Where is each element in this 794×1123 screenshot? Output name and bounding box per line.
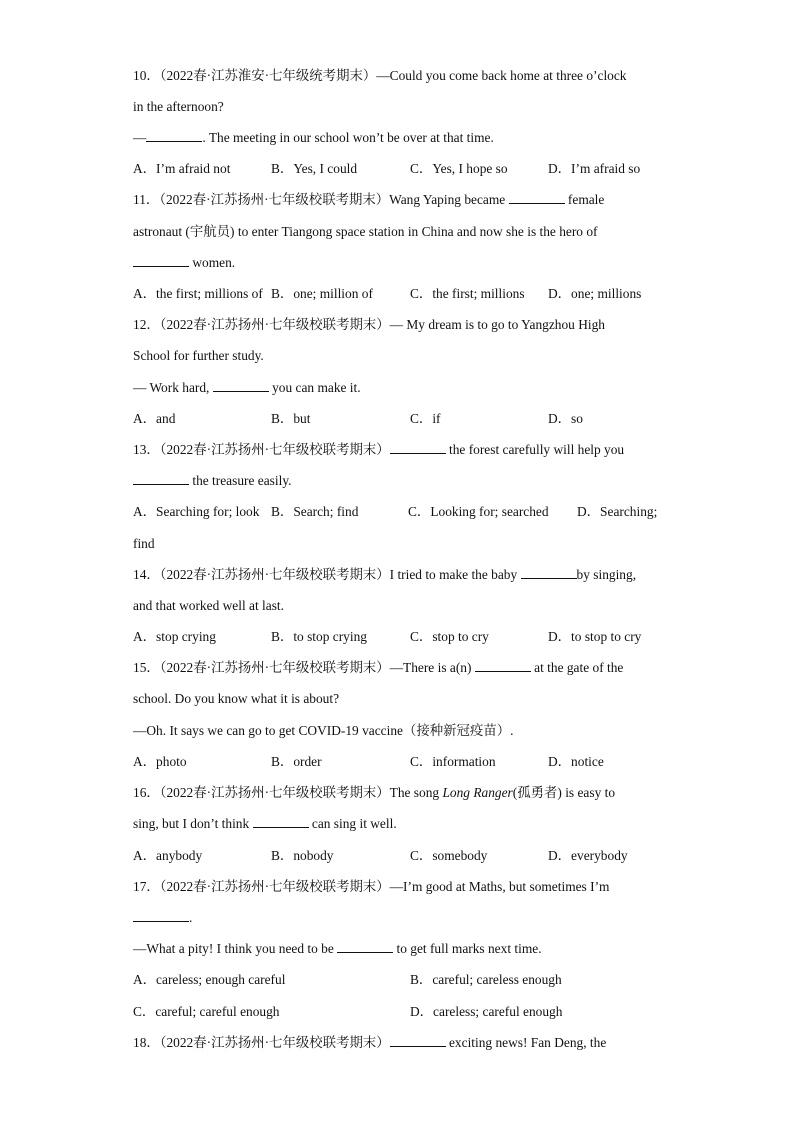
- q11-option-b[interactable]: B．one; million of: [271, 286, 373, 301]
- q12-line-3: — Work hard, you can make it.: [133, 380, 361, 395]
- q17-options-row-2: [133, 1003, 663, 1021]
- q13-line-1: 13．（2022春·江苏扬州·七年级校联考期末） the forest carefully will help you: [133, 442, 625, 457]
- answer-blank[interactable]: [213, 379, 269, 392]
- q13-options: [133, 503, 663, 521]
- q15-option-b[interactable]: B．order: [271, 754, 322, 769]
- q16-option-b[interactable]: B．nobody: [271, 848, 334, 863]
- answer-blank[interactable]: [133, 254, 189, 267]
- q15-options: [133, 753, 663, 771]
- q11-line-3: women.: [133, 254, 235, 272]
- q16-option-a[interactable]: A．anybody: [133, 848, 203, 863]
- q11-line-2: astronaut (宇航员) to enter Tiangong space station in China and now she is the hero of: [133, 224, 598, 239]
- q13-line-2: the treasure easily.: [133, 472, 292, 490]
- q14-line-2: and that worked well at last.: [133, 598, 284, 613]
- q10-option-c[interactable]: C．Yes, I hope so: [410, 161, 508, 176]
- q14-options: [133, 628, 663, 646]
- q11-option-c[interactable]: C．the first; millions: [410, 286, 525, 301]
- q13-option-a[interactable]: A．Searching for; look: [133, 504, 260, 519]
- q10-line-1: 10．（2022春·江苏淮安·七年级统考期末）—Could you come back home at three o’clock: [133, 68, 627, 83]
- q10-option-b[interactable]: B．Yes, I could: [271, 161, 358, 176]
- q17-option-c[interactable]: C．careful; careful enough: [133, 1004, 280, 1019]
- answer-blank[interactable]: [133, 909, 189, 922]
- q16-line-1: 16．（2022春·江苏扬州·七年级校联考期末）The song Long Ranger(孤勇者) is easy to: [133, 785, 616, 800]
- q15-option-d[interactable]: D．notice: [548, 754, 604, 769]
- q15-line-1: 15．（2022春·江苏扬州·七年级校联考期末）—There is a(n) at the gate of the: [133, 660, 624, 675]
- q16-option-d[interactable]: D．everybody: [548, 848, 628, 863]
- q17-line-1: 17．（2022春·江苏扬州·七年级校联考期末）—I’m good at Maths, but sometimes I’m: [133, 879, 610, 894]
- q10-line-2: in the afternoon?: [133, 99, 224, 114]
- q17-line-3: —What a pity! I think you need to be to get full marks next time.: [133, 941, 542, 956]
- answer-blank[interactable]: [133, 472, 189, 485]
- answer-blank[interactable]: [509, 191, 565, 204]
- q13-option-b[interactable]: B．Search; find: [271, 504, 359, 519]
- song-title: Long Ranger: [442, 785, 513, 800]
- q15-line-2: school. Do you know what it is about?: [133, 691, 340, 706]
- answer-blank[interactable]: [475, 659, 531, 672]
- q12-option-b[interactable]: B．but: [271, 411, 311, 426]
- q12-line-2: School for further study.: [133, 348, 264, 363]
- q16-option-c[interactable]: C．somebody: [410, 848, 488, 863]
- q14-option-d[interactable]: D．to stop to cry: [548, 629, 642, 644]
- q14-line-1: 14．（2022春·江苏扬州·七年级校联考期末）I tried to make the baby by singing,: [133, 567, 637, 582]
- q17-option-b[interactable]: B．careful; careless enough: [410, 972, 562, 987]
- q10-options: [133, 160, 663, 178]
- q11-option-d[interactable]: D．one; millions: [548, 286, 642, 301]
- q13-option-d-wrap: find: [133, 536, 155, 551]
- q12-options: [133, 410, 663, 428]
- answer-blank[interactable]: [390, 441, 446, 454]
- q12-option-d[interactable]: D．so: [548, 411, 583, 426]
- q14-option-c[interactable]: C．stop to cry: [410, 629, 489, 644]
- q17-option-a[interactable]: A．careless; enough careful: [133, 972, 286, 987]
- q16-line-2: sing, but I don’t think can sing it well.: [133, 816, 397, 831]
- q11-line-1: 11．（2022春·江苏扬州·七年级校联考期末）Wang Yaping became female: [133, 192, 605, 207]
- q18-line-1: 18．（2022春·江苏扬州·七年级校联考期末） exciting news! Fan Deng, the: [133, 1035, 607, 1050]
- q10-option-a[interactable]: A．I’m afraid not: [133, 161, 231, 176]
- q16-options: [133, 847, 663, 865]
- answer-blank[interactable]: [337, 940, 393, 953]
- q10-line-3: — . The meeting in our school won’t be over at that time.: [133, 130, 494, 145]
- q13-option-c[interactable]: C．Looking for; searched: [408, 504, 549, 519]
- q17-line-2: .: [133, 909, 192, 927]
- q11-option-a[interactable]: A．the first; millions of: [133, 286, 263, 301]
- q14-option-b[interactable]: B．to stop crying: [271, 629, 367, 644]
- q10-option-d[interactable]: D．I’m afraid so: [548, 161, 641, 176]
- q12-option-a[interactable]: A．and: [133, 411, 176, 426]
- q15-option-a[interactable]: A．photo: [133, 754, 187, 769]
- q17-option-d[interactable]: D．careless; careful enough: [410, 1004, 563, 1019]
- q15-option-c[interactable]: C．information: [410, 754, 496, 769]
- answer-blank[interactable]: [146, 129, 202, 142]
- q12-line-1: 12．（2022春·江苏扬州·七年级校联考期末）— My dream is to go to Yangzhou High: [133, 317, 605, 332]
- answer-blank[interactable]: [253, 815, 309, 828]
- q14-option-a[interactable]: A．stop crying: [133, 629, 216, 644]
- q15-line-3: —Oh. It says we can go to get COVID-19 vaccine（接种新冠疫苗）.: [133, 723, 514, 738]
- answer-blank[interactable]: [390, 1034, 446, 1047]
- answer-blank[interactable]: [521, 566, 577, 579]
- q13-option-d[interactable]: D．Searching;: [577, 504, 658, 519]
- q12-option-c[interactable]: C．if: [410, 411, 441, 426]
- q17-options-row-1: [133, 971, 663, 989]
- q11-options: [133, 285, 663, 303]
